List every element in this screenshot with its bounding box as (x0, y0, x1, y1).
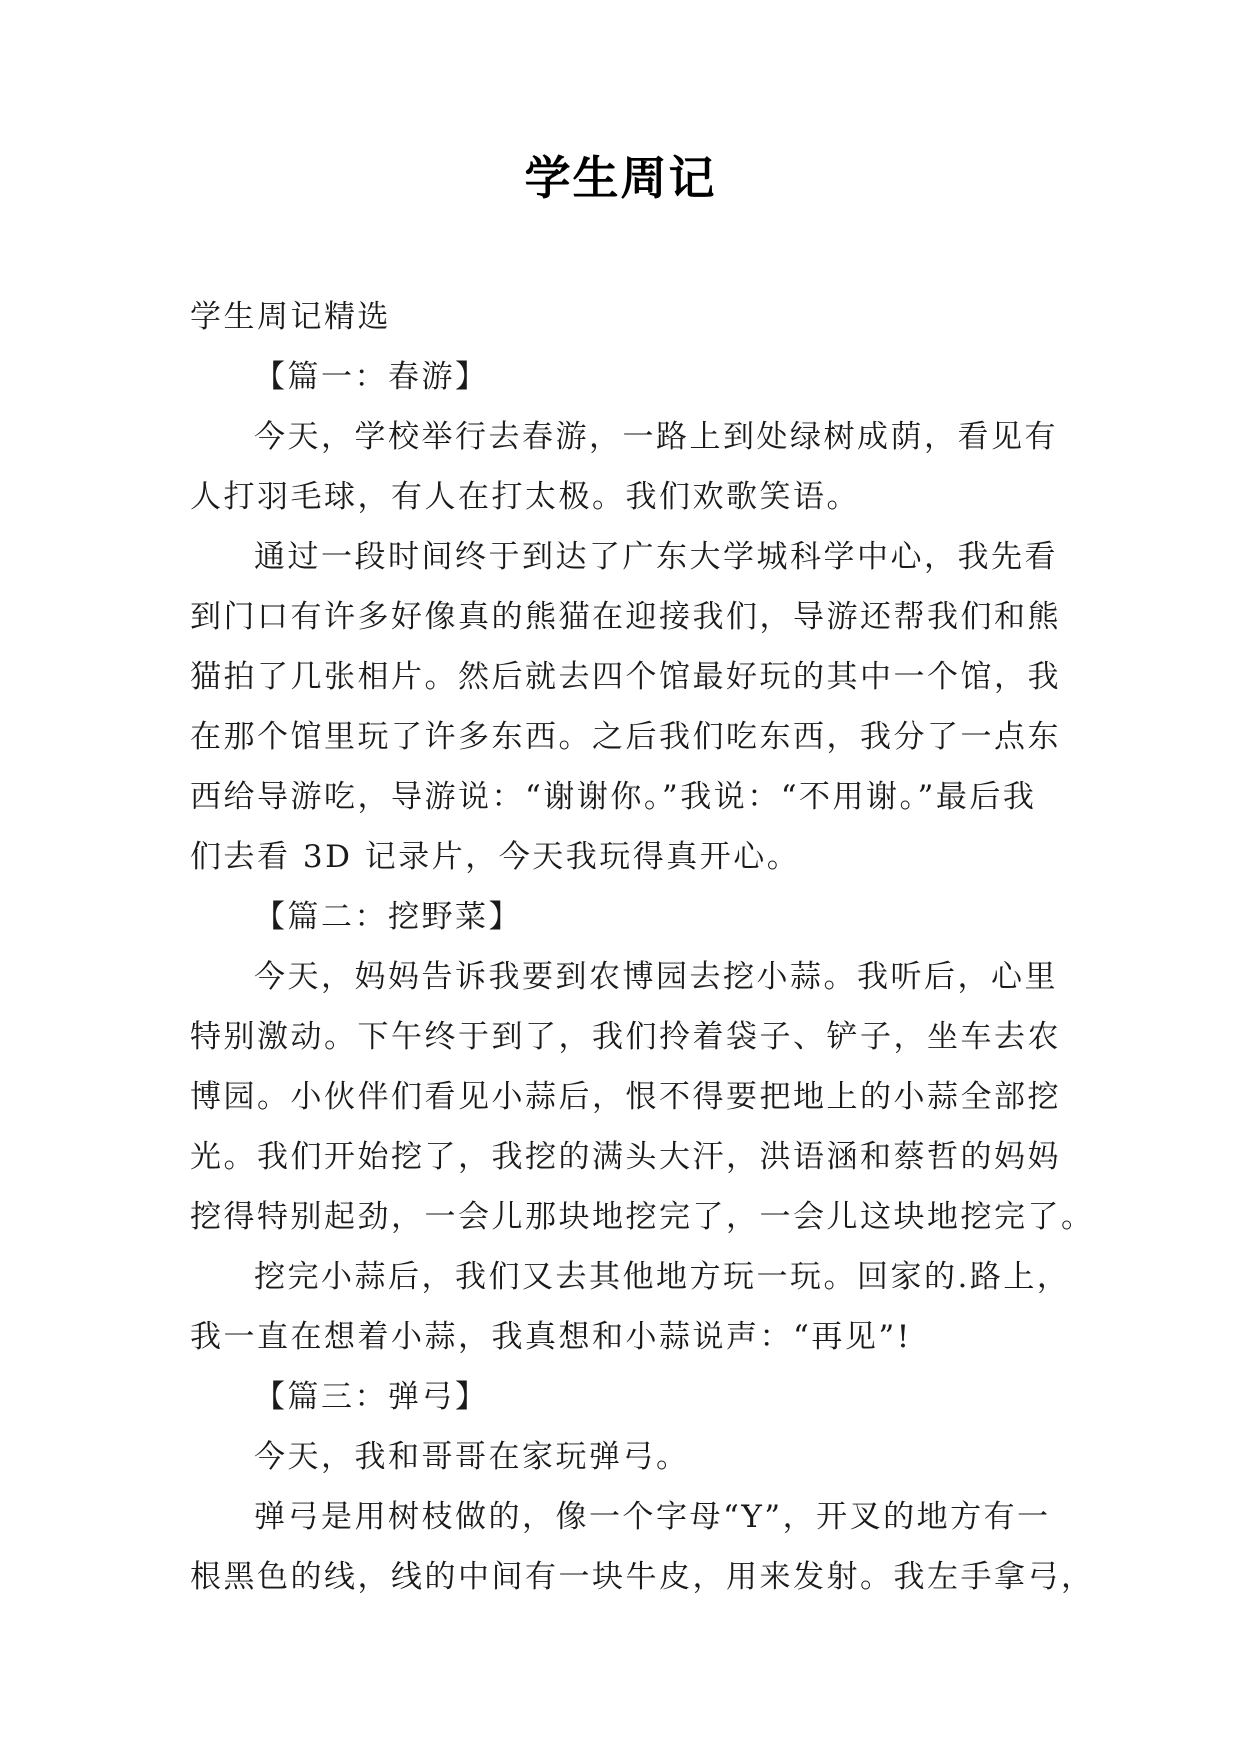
text-line: 特别激动。下午终于到了，我们拎着袋子、铲子，坐车去农 (190, 1019, 1061, 1055)
text-line: 光。我们开始挖了，我挖的满头大汗，洪语涵和蔡哲的妈妈 (190, 1139, 1061, 1175)
text-line: 今天，我和哥哥在家玩弹弓。 (254, 1439, 690, 1475)
text-line: 学生周记精选 (190, 299, 391, 335)
text-line: 在那个馆里玩了许多东西。之后我们吃东西，我分了一点东 (190, 719, 1061, 755)
text-line: 挖完小蒜后，我们又去其他地方玩一玩。回家的.路上， (254, 1259, 1071, 1295)
text-line: 今天，学校举行去春游，一路上到处绿树成荫，看见有 (254, 419, 1058, 455)
document-body (190, 287, 1095, 1607)
text-line: 们去看 3D 记录片，今天我玩得真开心。 (190, 839, 801, 875)
text-line: 弹弓是用树枝做的，像一个字母“Y”，开叉的地方有一 (254, 1499, 1051, 1535)
text-line: 博园。小伙伴们看见小蒜后，恨不得要把地上的小蒜全部挖 (190, 1079, 1061, 1115)
text-line: 到门口有许多好像真的熊猫在迎接我们，导游还帮我们和熊 (190, 599, 1061, 635)
text-line: 挖得特别起劲，一会儿那块地挖完了，一会儿这块地挖完了。 (190, 1199, 1095, 1235)
text-line: 我一直在想着小蒜，我真想和小蒜说声：“再见”! (190, 1319, 912, 1355)
text-line: 人打羽毛球，有人在打太极。我们欢歌笑语。 (190, 479, 860, 515)
text-line: 今天，妈妈告诉我要到农博园去挖小蒜。我听后，心里 (254, 959, 1058, 995)
text-line: 【篇三：弹弓】 (254, 1379, 489, 1415)
text-line: 通过一段时间终于到达了广东大学城科学中心，我先看 (254, 539, 1058, 575)
text-line: 西给导游吃，导游说：“谢谢你。”我说：“不用谢。”最后我 (190, 779, 1037, 815)
page-title: 学生周记 (524, 151, 717, 205)
text-line: 【篇二：挖野菜】 (254, 899, 522, 935)
text-line: 【篇一：春游】 (254, 359, 489, 395)
text-line: 根黑色的线，线的中间有一块牛皮，用来发射。我左手拿弓， (190, 1559, 1095, 1595)
text-line: 猫拍了几张相片。然后就去四个馆最好玩的其中一个馆，我 (190, 659, 1061, 695)
